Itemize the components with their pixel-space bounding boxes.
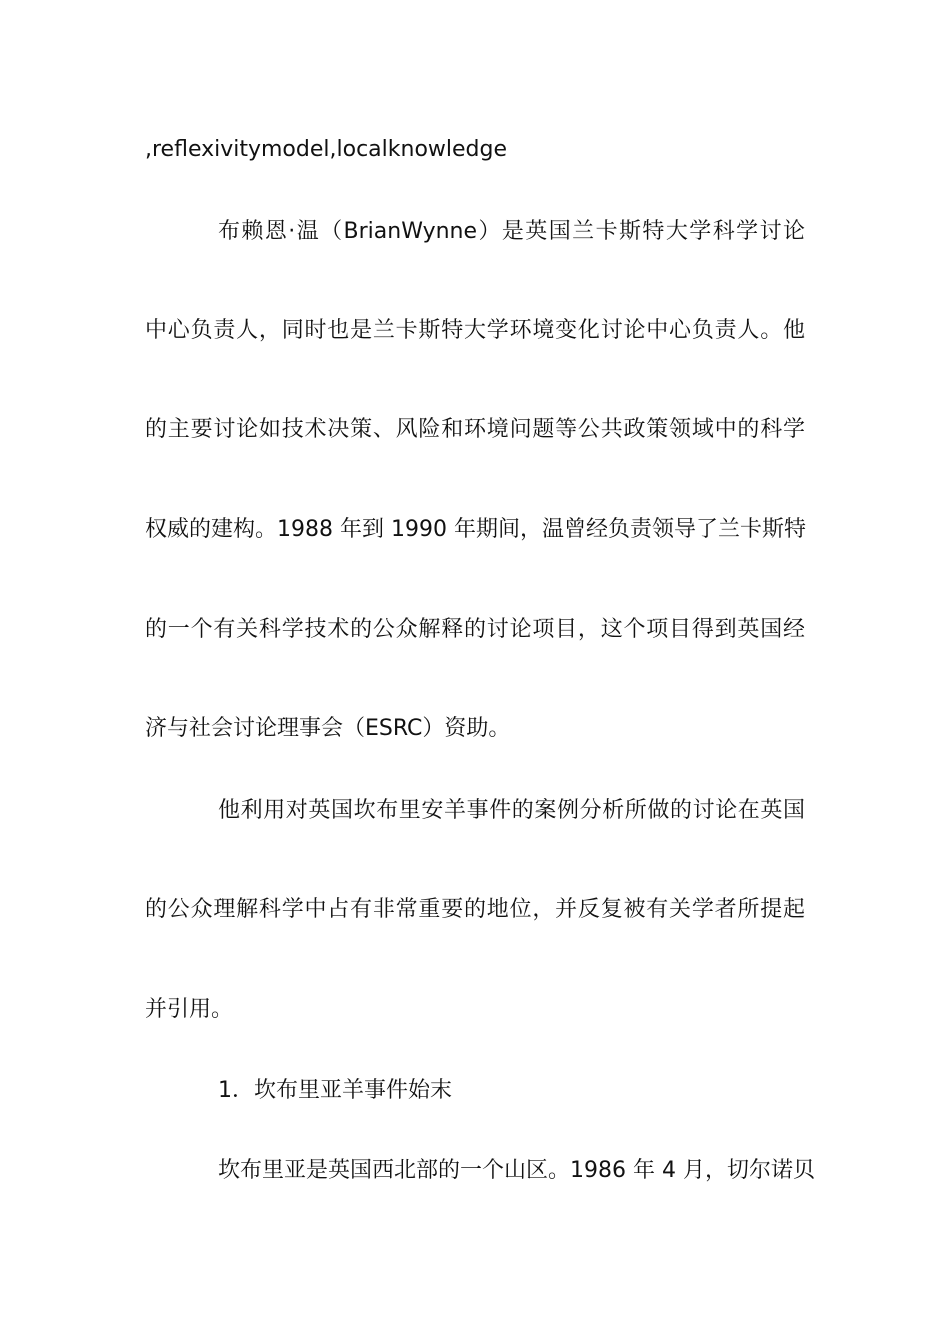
- paragraph-1-line-1: 布赖恩·温（BrianWynne）是英国兰卡斯特大学科学讨论: [218, 219, 805, 244]
- paragraph-1-line-4: 权威的建构。1988 年到 1990 年期间，温曾经负责领导了兰卡斯特: [145, 517, 806, 542]
- paragraph-1-line-3: 的主要讨论如技术决策、风险和环境问题等公共政策领域中的科学: [145, 417, 805, 442]
- paragraph-1-line-5: 的一个有关科学技术的公众解释的讨论项目，这个项目得到英国经: [145, 617, 805, 642]
- section-heading: 1．坎布里亚羊事件始末: [218, 1078, 452, 1103]
- paragraph-2-line-1: 他利用对英国坎布里安羊事件的案例分析所做的讨论在英国: [218, 798, 805, 823]
- paragraph-2-line-3: 并引用。: [145, 997, 234, 1022]
- paragraph-1-line-2: 中心负责人，同时也是兰卡斯特大学环境变化讨论中心负责人。他: [145, 318, 805, 343]
- paragraph-2-line-2: 的公众理解科学中占有非常重要的地位，并反复被有关学者所提起: [145, 897, 805, 922]
- paragraph-3-line-1: 坎布里亚是英国西北部的一个山区。1986 年 4 月，切尔诺贝: [218, 1158, 815, 1183]
- keywords-line: ,reflexivitymodel,localknowledge: [145, 137, 508, 162]
- paragraph-1-line-6: 济与社会讨论理事会（ESRC）资助。: [145, 716, 511, 741]
